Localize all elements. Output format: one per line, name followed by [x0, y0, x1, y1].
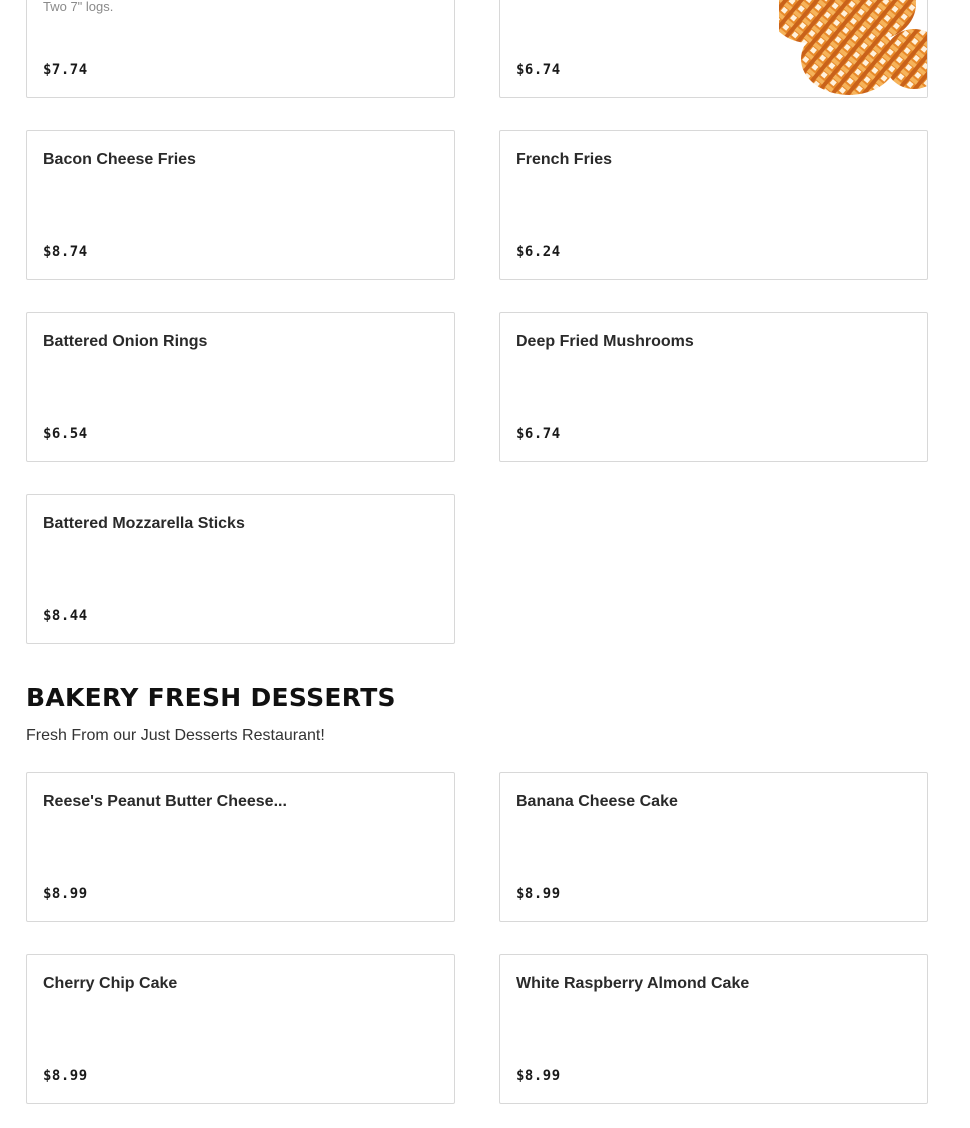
menu-item-name: Reese's Peanut Butter Cheese...	[43, 793, 287, 810]
menu-item-card[interactable]	[499, 312, 928, 462]
menu-item-name: French Fries	[516, 151, 613, 168]
menu-item-card[interactable]	[26, 312, 455, 462]
menu-item-price: $6.54	[43, 426, 88, 442]
menu-item-name: Battered Onion Rings	[43, 333, 208, 350]
menu-item-card[interactable]	[26, 0, 455, 98]
menu-item-card[interactable]	[499, 0, 928, 98]
menu-item-description: Two 7" logs.	[43, 0, 114, 14]
menu-item-card[interactable]	[499, 130, 928, 280]
menu-item-name: Deep Fried Mushrooms	[516, 333, 694, 350]
menu-item-price: $8.99	[516, 886, 561, 902]
waffle-fries-image	[779, 0, 927, 97]
menu-item-card[interactable]	[26, 772, 455, 922]
menu-item-price: $8.99	[43, 886, 88, 902]
menu-item-price: $6.74	[516, 426, 561, 442]
menu-item-price: $8.99	[43, 1068, 88, 1084]
menu-item-price: $6.74	[516, 62, 561, 78]
menu-item-name: White Raspberry Almond Cake	[516, 975, 750, 992]
menu-item-card[interactable]	[26, 130, 455, 280]
menu-item-name: Banana Cheese Cake	[516, 793, 678, 810]
menu-item-price: $7.74	[43, 62, 88, 78]
menu-item-card[interactable]	[499, 954, 928, 1104]
menu-item-price: $8.99	[516, 1068, 561, 1084]
menu-item-card[interactable]	[26, 494, 455, 644]
section-subtitle: Fresh From our Just Desserts Restaurant!	[26, 727, 325, 744]
menu-item-card[interactable]	[499, 772, 928, 922]
menu-item-name: Bacon Cheese Fries	[43, 151, 196, 168]
section-title: BAKERY FRESH DESSERTS	[26, 683, 396, 712]
menu-item-price: $8.74	[43, 244, 88, 260]
menu-item-name: Cherry Chip Cake	[43, 975, 178, 992]
menu-item-card[interactable]	[26, 954, 455, 1104]
menu-item-price: $6.24	[516, 244, 561, 260]
menu-item-name: Battered Mozzarella Sticks	[43, 515, 245, 532]
menu-item-price: $8.44	[43, 608, 88, 624]
